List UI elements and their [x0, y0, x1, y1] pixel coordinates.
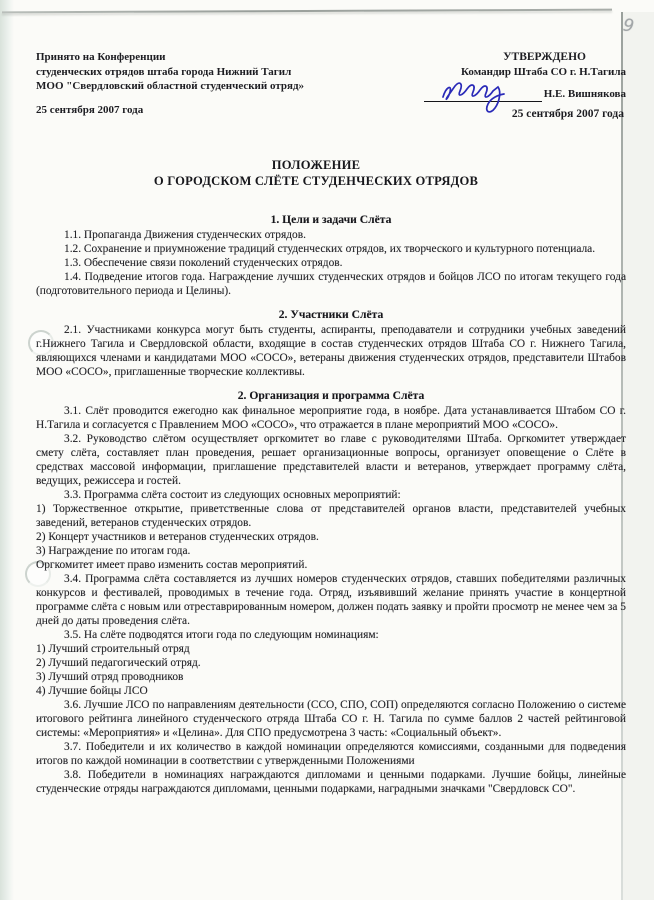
adoption-header-line: МОО "Свердловский областной студенческий отряд»	[36, 80, 305, 92]
title-line: ПОЛОЖЕНИЕ	[271, 158, 361, 172]
paragraph: 2.1. Участниками конкурса могут быть студенты, аспиранты, преподаватели и сотрудники учебных заведений г.Нижнего Тагила и Свердловской области, входящие в состав студенческих отрядов Штаба СО г. Нижнего Тагила, являющихся членами и кандидатами МОО «СОСО», ветераны движения студенческих отрядов, представители Штабов МОО «СОСО», приглашенные творческие коллективы.	[36, 324, 626, 378]
approved-label: УТВЕРЖДЕНО	[503, 51, 586, 63]
adoption-header-lines	[36, 50, 376, 94]
paragraph: 1) Лучший строительный отряд	[36, 643, 190, 655]
paragraph: 3.5. На слёте подводятся итоги года по следующим номинациям:	[64, 629, 379, 641]
signer-name: Н.Е. Вишнякова	[543, 88, 626, 100]
paragraph: 3.8. Победители в номинациях награждаются дипломами и ценными подарками. Лучшие бойцы, линейные студенческие отряды награждаются дипломами, ценными подарками, наградными значками "Свердловск СО".	[36, 769, 626, 795]
document-title	[0, 158, 632, 189]
paragraph: 3.2. Руководство слётом осуществляет оргкомитет во главе с руководителями Штаба. Оргкомитет утверждает смету слёта, составляет план проведения, решает организационные вопросы, организует оповещение о Слёте в средствах массовой информации, приглашение представителей власти и ветеранов, утверждает программу слёта, ведущих, режиссера и гостей.	[36, 433, 626, 487]
document-body	[36, 203, 626, 796]
adoption-header	[36, 50, 376, 117]
paragraph: 3.1. Слёт проводится ежегодно как финальное мероприятие года, в ноябре. Дата устанавливается Штабом СО г. Н.Тагила и согласуется с Правлением МОО «СОСО», что отражается в плане мероприятий МОО «СОСО».	[36, 405, 626, 431]
paragraph: 1.3. Обеспечение связи поколений студенческих отрядов.	[64, 257, 343, 269]
paragraph: 3.4. Программа слёта составляется из лучших номеров студенческих отрядов, ставших победителями различных конкурсов и фестивалей, проводимых в течение года. Отряд, изъявивший желание принять участие в концертной программе слёта с новым или отреставрированным номером, должен подать заявку и пройти просмотр не менее чем за 5 дней до даты проведения слёта.	[36, 573, 626, 627]
paragraph: 3.7. Победители и их количество в каждой номинации определяются комиссиями, созданными для подведения итогов по каждой номинации в соответствии с утвержденными Положениями	[36, 741, 626, 767]
paragraph: 4) Лучшие бойцы ЛСО	[36, 685, 148, 697]
handwritten-signature-icon	[436, 77, 522, 113]
adoption-date: 25 сентября 2007 года	[36, 103, 144, 116]
paragraph: 2) Концерт участников и ветеранов студенческих отрядов.	[36, 531, 319, 543]
paragraph: 3.3. Программа слёта состоит из следующих основных мероприятий:	[64, 489, 401, 501]
handwritten-page-number: 9	[621, 15, 636, 37]
adoption-header-line: Принято на Конференции	[36, 51, 166, 63]
paragraph: 1.4. Подведение итогов года. Награждение лучших студенческих отрядов и бойцов ЛСО по итогам текущего года (подготовительного периода и Целины).	[36, 271, 626, 297]
page-right-margin	[622, 12, 654, 900]
adoption-header-line: студенческих отрядов штаба города Нижний Тагил	[36, 65, 292, 78]
page-left-edge	[0, 0, 14, 900]
commander-title: Командир Штаба СО г. Н.Тагила	[461, 66, 626, 78]
paragraph: 3) Награждение по итогам года.	[36, 545, 191, 557]
paragraph: 1) Торжественное открытие, приветственные слова от представителей органов власти, представителей учебных заведений, ветеранов студенческих отрядов.	[36, 503, 626, 529]
paragraph: 3) Лучший отряд проводников	[36, 671, 184, 683]
page-top-edge	[2, 9, 612, 14]
approval-header	[366, 50, 626, 122]
title-line: О ГОРОДСКОМ СЛЁТЕ СТУДЕНЧЕСКИХ ОТРЯДОВ	[153, 173, 479, 188]
paragraph: Оргкомитет имеет право изменить состав мероприятий.	[36, 559, 308, 571]
paragraph: 1.1. Пропаганда Движения студенческих отрядов.	[64, 229, 306, 241]
signature-row	[366, 84, 626, 102]
section-heading: 1. Цели и задачи Слёта	[270, 213, 392, 226]
paragraph: 2) Лучший педагогический отряд.	[36, 657, 201, 669]
signature-line	[424, 85, 542, 102]
paragraph: 1.2. Сохранение и приумножение традиций студенческих отрядов, их творческого и культурного потенциала.	[64, 243, 596, 255]
paragraph: 3.6. Лучшие ЛСО по направлениям деятельности (ССО, СПО, СОП) определяются согласно Положению о системе итогового рейтинга линейного студенческого отряда Штаба СО г. Н. Тагила по сумме баллов 2 частей рейтинговой системы: «Мероприятия» и «Целина». Для СПО предусмотрена 3 часть: «Социальный объект».	[36, 699, 626, 739]
section-heading: 2. Организация и программа Слёта	[237, 389, 425, 402]
section-heading: 2. Участники Слёта	[278, 308, 384, 321]
approval-date: 25 сентября 2007 года	[511, 108, 624, 120]
